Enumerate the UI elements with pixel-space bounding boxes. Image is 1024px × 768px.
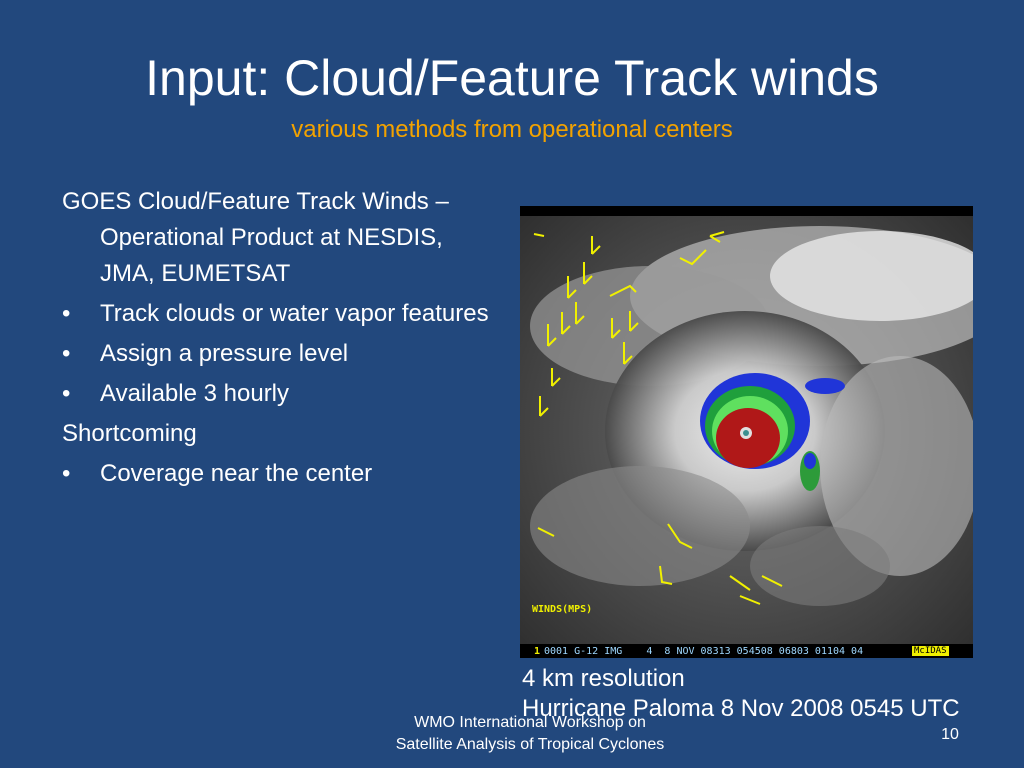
shortcoming-heading: Shortcoming (62, 420, 197, 447)
frame-number: 1 (534, 646, 541, 657)
caption-storm: Hurricane Paloma 8 Nov 2008 0545 UTC (522, 695, 960, 722)
bullet-item (62, 296, 492, 332)
bullet-item (62, 336, 492, 372)
bullet-text: Coverage near the center (100, 460, 373, 487)
bullet-glyph: • (62, 340, 71, 367)
info-bar-text: 0001 G-12 IMG 4 8 NOV 08313 054508 06803 01104 04 (544, 646, 864, 657)
caption-resolution: 4 km resolution (522, 665, 685, 692)
bullet-text: Available 3 hourly (100, 380, 290, 407)
satellite-image (520, 206, 973, 658)
slide-title: Input: Cloud/Feature Track winds (145, 50, 879, 106)
mcidas-logo: McIDAS (914, 646, 947, 656)
bullet-item (62, 376, 492, 412)
intro-text: GOES Cloud/Feature Track Winds – Operational Product at NESDIS, JMA, EUMETSAT (62, 188, 449, 287)
wind-legend-label: WINDS(MPS) (532, 604, 593, 615)
footer-line-2: Satellite Analysis of Tropical Cyclones (395, 736, 665, 753)
bullet-glyph: • (62, 460, 71, 487)
footer (330, 712, 730, 756)
slide-subtitle: various methods from operational centers (291, 116, 733, 143)
bullet-list (62, 184, 492, 496)
bullet-glyph: • (62, 380, 71, 407)
page-number: 10 (941, 726, 959, 743)
footer-line-1: WMO International Workshop on (414, 714, 646, 731)
bullet-text: Track clouds or water vapor features (100, 300, 489, 327)
bullet-glyph: • (62, 300, 71, 327)
bullet-item (62, 456, 492, 492)
bullet-text: Assign a pressure level (100, 340, 349, 367)
